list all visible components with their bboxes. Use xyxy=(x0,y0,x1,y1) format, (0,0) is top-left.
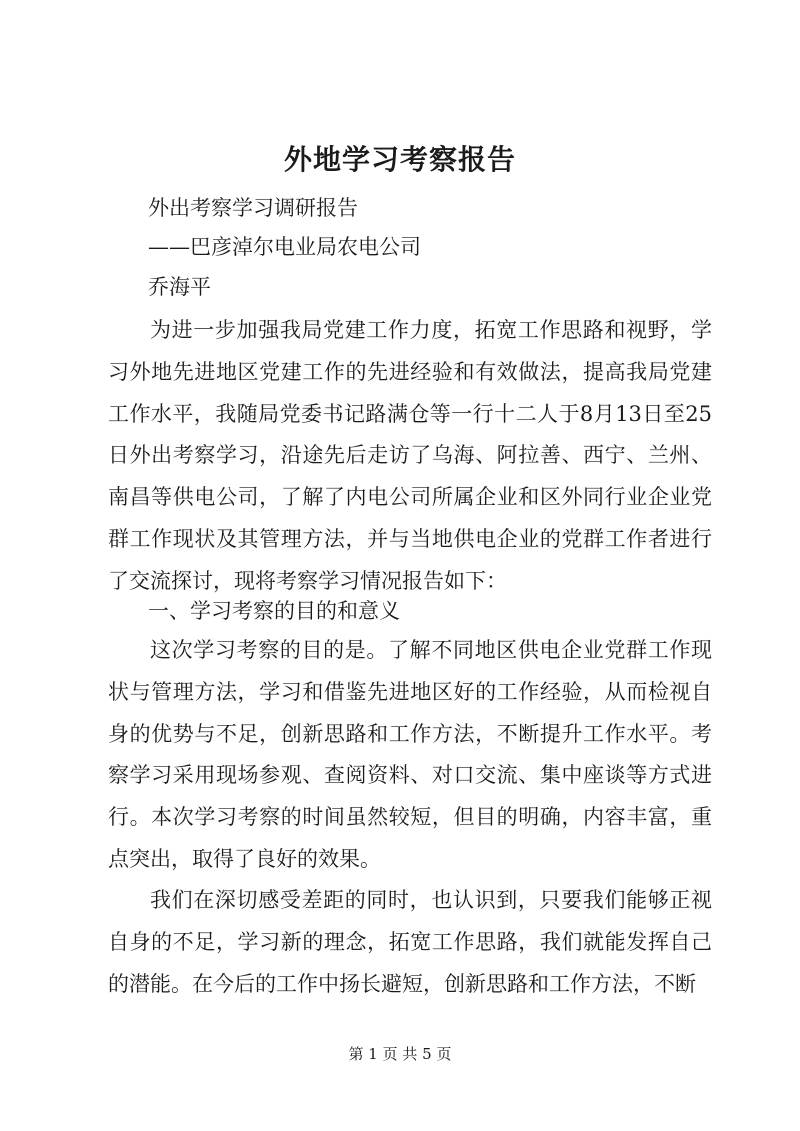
document-subtitle: 外出考察学习调研报告 xyxy=(148,196,358,220)
body-paragraph: 这次学习考察的目的是。了解不同地区供电企业党群工作现状与管理方法，学习和借鉴先进地区好的工作经验，从而检视自身的优势与不足，创新思路和工作方法，不断提升工作水平。考察学习采用现场参观、查阅资料、对口交流、集中座谈等方式进行。本次学习考察的时间虽然较短，但目的明确，内容丰富，重点突出，取得了良好的效果。 xyxy=(108,638,712,871)
body-paragraph: 为进一步加强我局党建工作力度，拓宽工作思路和视野，学习外地先进地区党建工作的先进经验和有效做法，提高我局党建工作水平，我随局党委书记路满仓等一行十二人于8月13日至25日外出考察学习，沿途先后走访了乌海、阿拉善、西宁、兰州、南昌等供电公司，了解了内电公司所属企业和区外同行业企业党群工作现状及其管理方法，并与当地供电企业的党群工作者进行了交流探讨，现将考察学习情况报告如下： xyxy=(108,318,712,593)
body-paragraph: 我们在深切感受差距的同时，也认识到，只要我们能够正视自身的不足，学习新的理念，拓宽工作思路，我们就能发挥自己的潜能。在今后的工作中扬长避短，创新思路和工作方法，不断 xyxy=(108,888,712,996)
document-organization: ——巴彦淖尔电业局农电公司 xyxy=(148,235,421,259)
document-author: 乔海平 xyxy=(148,275,211,299)
section-heading: 一、学习考察的目的和意义 xyxy=(148,599,400,623)
page-number: 第 1 页 共 5 页 xyxy=(348,1045,452,1063)
document-title: 外地学习考察报告 xyxy=(283,143,516,176)
